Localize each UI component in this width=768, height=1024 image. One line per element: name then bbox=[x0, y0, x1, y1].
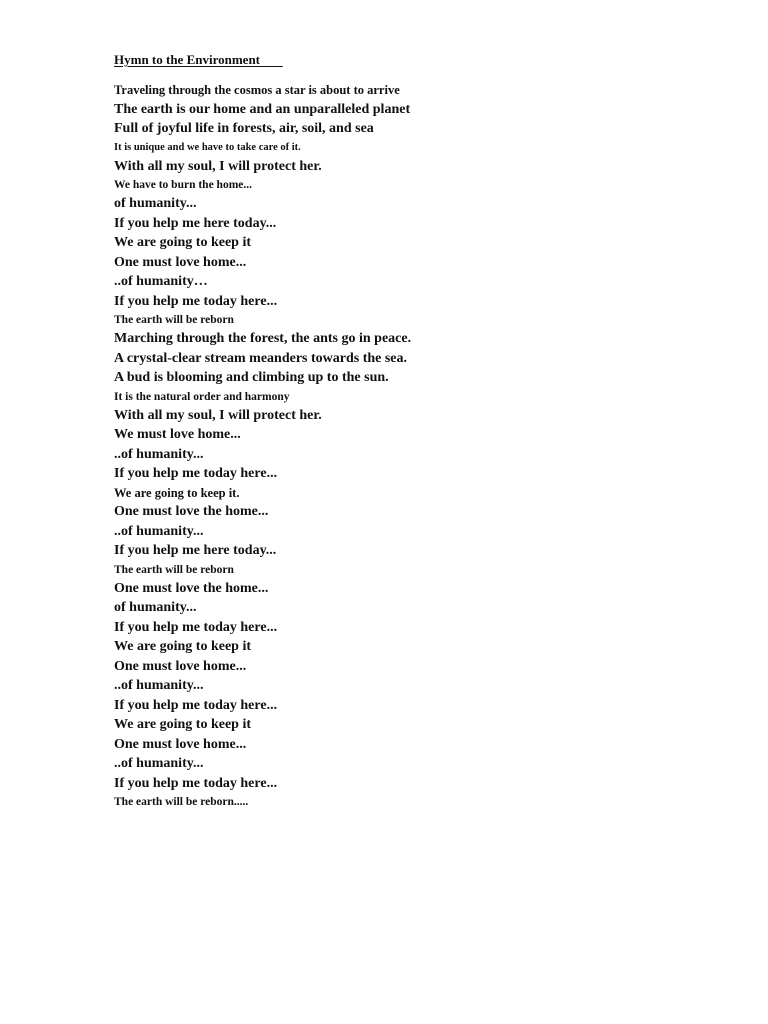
poem-line: If you help me today here... bbox=[114, 697, 278, 713]
poem-line: With all my soul, I will protect her. bbox=[114, 158, 322, 174]
poem-line: The earth will be reborn..... bbox=[114, 796, 249, 808]
poem-line: ..of humanity... bbox=[114, 523, 204, 539]
poem-line: We have to burn the home... bbox=[114, 179, 252, 191]
poem-line: If you help me here today... bbox=[114, 543, 277, 558]
poem-line: of humanity... bbox=[114, 196, 197, 211]
poem-line: If you help me here today... bbox=[114, 215, 277, 231]
poem-line: If you help me today here... bbox=[114, 293, 278, 309]
poem-line: We are going to keep it bbox=[114, 717, 252, 732]
poem-line: With all my soul, I will protect her. bbox=[114, 407, 322, 423]
poem-line: It is unique and we have to take care of it. bbox=[114, 141, 301, 153]
poem-line: One must love the home... bbox=[114, 504, 269, 519]
poem-line: If you help me today here... bbox=[114, 466, 278, 481]
poem-line: Full of joyful life in forests, air, soil, and sea bbox=[114, 121, 374, 136]
poem-line: One must love the home... bbox=[114, 580, 269, 596]
poem-line: The earth is our home and an unparalleled planet bbox=[114, 101, 411, 117]
poem-line: of humanity... bbox=[114, 600, 197, 615]
poem-line: If you help me today here... bbox=[114, 775, 278, 791]
poem-line: A bud is blooming and climbing up to the sun. bbox=[114, 370, 389, 385]
poem-line: ..of humanity… bbox=[114, 274, 208, 289]
poem-line: We are going to keep it bbox=[114, 235, 252, 250]
poem-line: ..of humanity... bbox=[114, 678, 204, 693]
poem-line: One must love home... bbox=[114, 254, 247, 270]
poem-line: The earth will be reborn bbox=[114, 563, 234, 576]
poem-line: One must love home... bbox=[114, 736, 247, 752]
poem-line: One must love home... bbox=[114, 658, 247, 674]
poem-line: A crystal-clear stream meanders towards the sea. bbox=[114, 350, 408, 366]
poem-line: We must love home... bbox=[114, 427, 241, 442]
poem-line: ..of humanity... bbox=[114, 756, 204, 771]
document-page bbox=[114, 51, 734, 811]
poem-line: If you help me today here... bbox=[114, 619, 278, 635]
poem-line: ..of humanity... bbox=[114, 446, 204, 462]
poem-line: It is the natural order and harmony bbox=[114, 390, 290, 403]
poem-line: Traveling through the cosmos a star is about to arrive bbox=[114, 83, 400, 97]
poem-line: We are going to keep it bbox=[114, 639, 252, 654]
poem-line: The earth will be reborn bbox=[114, 314, 234, 326]
poem-line: Marching through the forest, the ants go in peace. bbox=[114, 331, 412, 346]
poem-line: We are going to keep it. bbox=[114, 485, 240, 500]
document-title: Hymn to the Environment bbox=[114, 52, 283, 67]
